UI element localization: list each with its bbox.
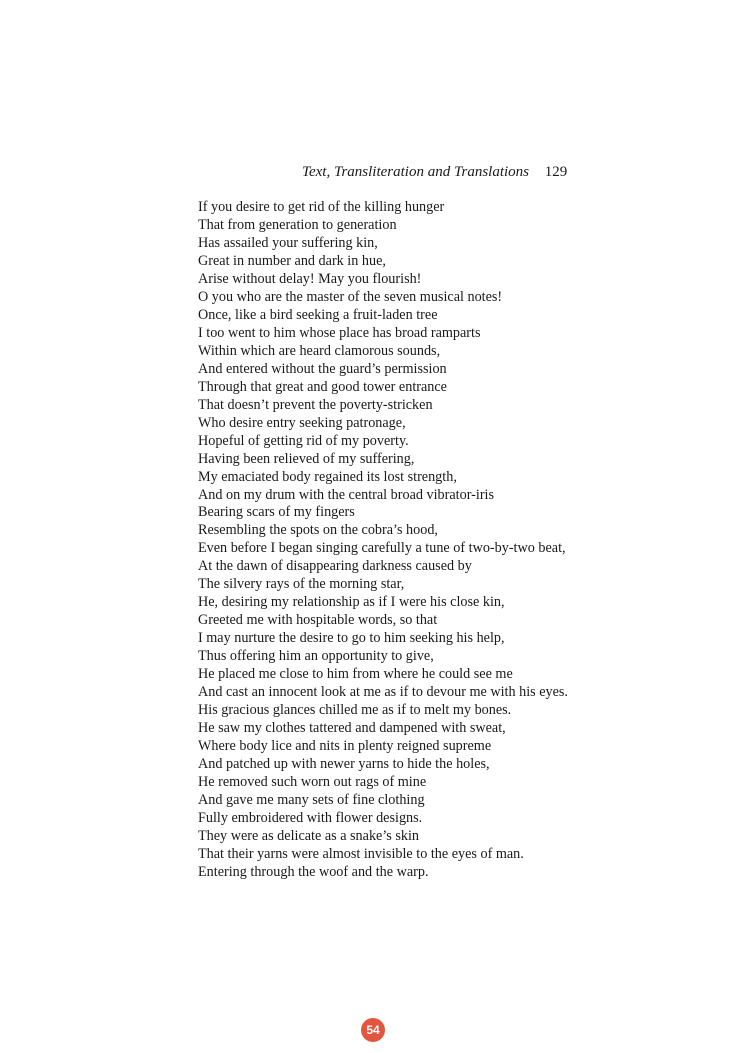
poem-line: That doesn’t prevent the poverty-stricken — [198, 396, 433, 413]
poem-line: And entered without the guard’s permission — [198, 360, 447, 377]
poem-line: Through that great and good tower entrance — [198, 378, 447, 395]
poem-line: Even before I began singing carefully a tune of two-by-two beat, — [198, 540, 566, 557]
poem-line: If you desire to get rid of the killing hunger — [198, 199, 445, 215]
poem-line: I too went to him whose place has broad ramparts — [198, 324, 481, 341]
poem-line: Greeted me with hospitable words, so that — [198, 612, 438, 629]
poem-line: Entering through the woof and the warp. — [198, 863, 429, 880]
page-number: 129 — [544, 164, 568, 180]
poem-line: And gave me many sets of fine clothing — [198, 791, 425, 808]
poem-line: Once, like a bird seeking a fruit-laden tree — [198, 306, 438, 323]
poem-line: Bearing scars of my fingers — [198, 504, 355, 521]
poem-text — [198, 199, 598, 882]
poem-line: Who desire entry seeking patronage, — [198, 414, 406, 431]
poem-line: Within which are heard clamorous sounds, — [198, 342, 441, 359]
poem-line: He, desiring my relationship as if I were his close kin, — [198, 594, 505, 611]
poem-line: Has assailed your suffering kin, — [198, 234, 378, 251]
poem-line: I may nurture the desire to go to him seeking his help, — [198, 630, 505, 647]
poem-line: Hopeful of getting rid of my poverty. — [198, 432, 409, 449]
poem-line: At the dawn of disappearing darkness caused by — [198, 558, 472, 575]
poem-line: Great in number and dark in hue, — [198, 252, 386, 269]
poem-line: My emaciated body regained its lost strength, — [198, 468, 457, 485]
poem-line: Resembling the spots on the cobra’s hood, — [198, 522, 438, 539]
poem-line: O you who are the master of the seven musical notes! — [198, 288, 503, 305]
poem-line: Thus offering him an opportunity to give, — [198, 648, 434, 665]
poem-line: Arise without delay! May you flourish! — [198, 270, 422, 287]
page-badge: 54 — [361, 1018, 385, 1042]
poem-line: That their yarns were almost invisible to the eyes of man. — [198, 845, 524, 862]
poem-line: And cast an innocent look at me as if to devour me with his eyes. — [198, 684, 568, 701]
poem-line: His gracious glances chilled me as if to melt my bones. — [198, 702, 512, 719]
poem-line: He saw my clothes tattered and dampened with sweat, — [198, 720, 506, 737]
running-header — [302, 164, 567, 181]
poem-line: He removed such worn out rags of mine — [198, 774, 427, 790]
poem-line: And on my drum with the central broad vibrator-iris — [198, 486, 495, 503]
poem-line: That from generation to generation — [198, 216, 397, 233]
poem-line: They were as delicate as a snake’s skin — [198, 827, 420, 844]
poem-line: Fully embroidered with flower designs. — [198, 809, 423, 826]
poem-line: Where body lice and nits in plenty reigned supreme — [198, 738, 492, 755]
poem-line: The silvery rays of the morning star, — [198, 576, 405, 593]
poem-line: And patched up with newer yarns to hide the holes, — [198, 756, 490, 773]
poem-line: Having been relieved of my suffering, — [198, 450, 415, 467]
running-header-title: Text, Transliteration and Translations — [302, 164, 529, 180]
poem-line: He placed me close to him from where he could see me — [198, 666, 513, 683]
